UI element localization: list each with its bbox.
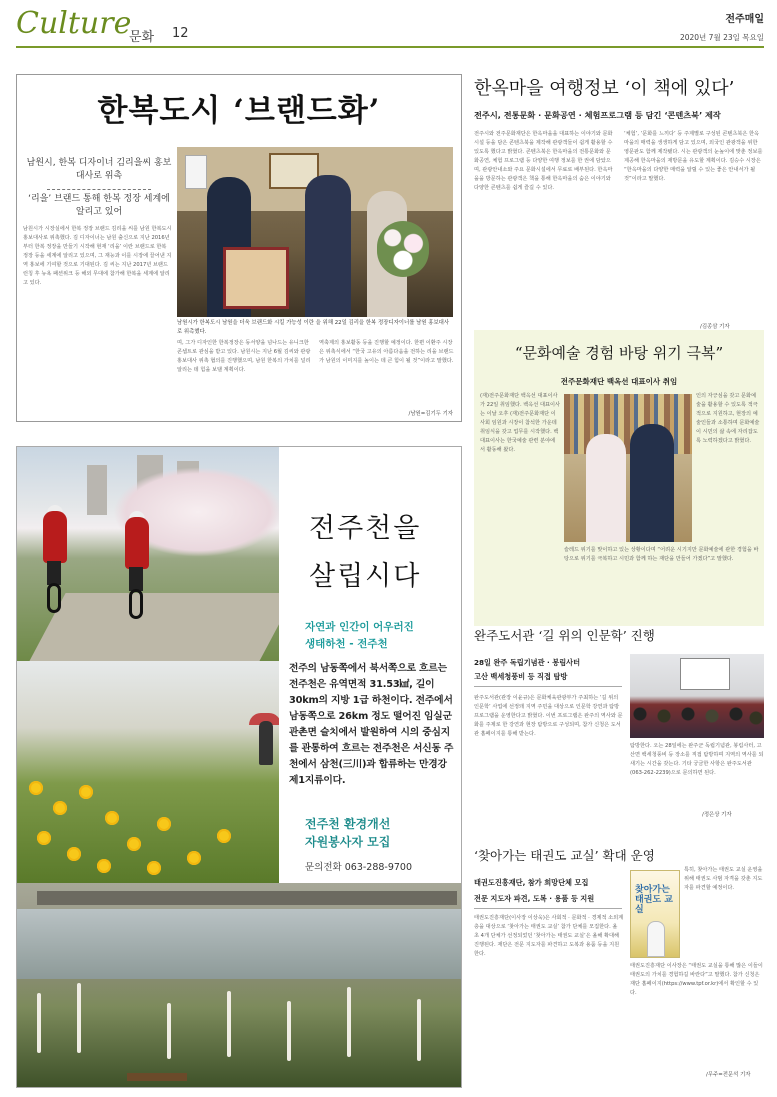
ad-subtitle	[305, 619, 455, 653]
article-culture-foundation	[474, 330, 764, 626]
article-body: 태권도진흥재단 이사장은 “태권도 교실을 통해 많은 이들이 태권도의 가치를 경험하길 바란다”고 말했다. 참가 신청은 재단 홈페이지(https://www.tpf.or.kr)에서 확인할 수 있다.	[630, 963, 763, 996]
ad-org-line2: 자원봉사자 모집	[305, 835, 391, 849]
subheadline: 28일 완주 독립기념관 · 봉림사터	[474, 658, 581, 667]
article-body: 태권도진흥재단(이사장 이상욱)은 사회적 · 문화적 · 경제적 소외계층을 대상으로 ‘찾아가는 태권도 교실’ 참가 단체를 모집한다. 올 초 4개 단체가 선정되었던 ‘찾아가는 태권도 교실’은 올해 확대해 진행된다. 재단은 전문 지도자를 파견하고 도복과 용품 등을 지원한다.	[474, 915, 624, 957]
section-title-ko: 문화	[129, 30, 155, 45]
section-title-en: Culture	[16, 6, 132, 41]
subheadline: 전주문화재단 백옥선 대표이사 취임	[560, 377, 678, 386]
ad-title-line1: 전주천을	[309, 513, 422, 544]
ad-org	[305, 815, 445, 851]
subheadline-2: 전문 지도자 파견, 도복 · 용품 등 지원	[474, 894, 595, 903]
subheadline: 태권도진흥재단, 참가 희망단체 모집	[474, 878, 589, 887]
article-body: 남원시가 시장실에서 한복 정장 브랜드 김리을 씨를 남원 한복도시 홍보대사로 위촉했다. 김 디자이너는 남원 출신으로 지난 2016년부터 한복 정장을 만들기 시작해 현재 ‘리을’ 이란 브랜드로 한복 정장 등을 세계에 알리고 있으며, 그 재능과 이를 시장에 끌어낸 지역 홍보에 기여할 것으로 기대된다. 김 씨는 지난 2017년 브랜드 런칭 후 뉴욕 패션위크 등 해외 무대에 참가해 한복을 세계에 알리고 있다.	[23, 226, 172, 286]
photo-caption: 남원시가 한복도시 남원을 더욱 브랜드화 시킬 가능성 이란 을 위해 22일 김리을 한복 정장디자이너를 남원 홍보대사로 위촉했다.	[177, 320, 450, 335]
newspaper-name: 전주매일	[725, 14, 764, 25]
ad-body: 전주의 남동쪽에서 북서쪽으로 흐르는 전주천은 유역면적 31.53㎢, 길이 30km의 지방 1급 하천이다. 전주에서 남동쪽으로 26km 정도 떨어진 임실군 관촌면 슬치에서 발원하여 시의 중심지를 관통하여 흐르는 전주천은 서신동 주천에서 삼천(三川)과 합류하는 만경강 제1지류이다.	[289, 663, 454, 786]
headline: 완주도서관 ‘길 위의 인문학’ 진행	[474, 628, 655, 643]
article-body: 완주도서관(관장 이윤규)은 문화체육관광부가 주최하는 ‘길 위의 인문학’ 사업에 선정돼 지역 주민을 대상으로 인문학 강연과 탐방 프로그램을 운영한다고 밝혔다. 이번 프로그램은 완주의 역사와 문화를 주제로 한 강연과 현장 탐방으로 구성되며, 참가 신청은 도서관 홈페이지를 통해 받는다.	[474, 695, 623, 737]
ad-org-line1: 전주천 환경개선	[305, 817, 391, 831]
article-body: 탐방한다. 오는 28일에는 완주군 독립기념관, 봉림사터, 고산면 백세청풍비 등 장소를 직접 탐방하며 지역의 역사를 되새기는 시간을 갖는다. 기타 궁금한 사항은 완주도서관(063-262-2239)으로 문의하면 된다.	[630, 743, 764, 776]
article-body: (재)전주문화재단 백옥선 대표이사가 22일 취임했다. 백옥선 대표이사는 이날 오후 (재)전주문화재단 이사회 임원과 시장이 참석한 가운데 취임식을 갖고 업무를 시작했다. 백 대표이사는 한국예술 관련 분야에서 활동해 왔다.	[480, 393, 560, 453]
flowers-photo	[17, 661, 279, 883]
ad-subtitle-line1: 자연과 인간이 어우러진	[305, 621, 414, 633]
byline: /김종삼 기자	[700, 324, 730, 330]
article-body: 슬레드 위기를 맞이하고 있는 상황이다며 “어려운 시기지만 문화예술에 관한 경험을 바탕으로 위기를 극복하고 시민과 함께 하는 재단을 만들어 가겠다”고 말했다.	[564, 547, 759, 562]
byline: /무주=전문석 기자	[706, 1072, 751, 1078]
ad-title-line2: 살립시다	[309, 561, 422, 592]
issue-date: 2020년 7월 23일 목요일	[679, 33, 764, 42]
cyclists-photo	[17, 447, 279, 661]
article-body: 특히, 찾아가는 태권도 교실 운영을 위해 태권도 사범 자격을 갖춘 지도자를 파견할 예정이다.	[684, 867, 763, 891]
ad-contact-block	[305, 815, 445, 873]
poster-title: 찾아가는 태권도 교실	[635, 885, 673, 915]
article-body: ‘체험’, ‘문화를 느끼다’ 등 주제별로 구성된 콘텐츠북은 한옥마을의 매력을 생생하게 담고 있으며, 외국인 관광객을 위한 영문판도 함께 제작됐다. 시는 관광객의 눈높이에 맞춘 정보를 제공해 한옥마을의 재방문을 유도할 계획이다. 김승수 시장은 “한옥마을의 다양한 매력을 알릴 수 있는 좋은 안내서가 될 것”이라고 말했다.	[624, 131, 763, 182]
headline: “문화예술 경험 바탕 위기 극복”	[514, 344, 724, 362]
river-reeds-photo	[17, 883, 462, 1088]
subheadline-2: 고산 백세청풍비 등 직접 탐방	[474, 672, 568, 681]
byline: /남원=김기두 기자	[408, 411, 453, 417]
ad-title	[279, 447, 462, 617]
headline: 한복도시 ‘브랜드화’	[97, 93, 381, 129]
lecture-photo	[630, 654, 764, 738]
headline: ‘찾아가는 태권도 교실’ 확대 운영	[474, 848, 655, 863]
ad-jeonjucheon	[16, 446, 462, 1088]
subheadline-2: ‘리을’ 브랜드 통해 한복 정장 세계에 알리고 있어	[28, 194, 170, 217]
taekwondo-poster	[630, 870, 680, 958]
divider	[474, 686, 622, 687]
headline: 한옥마을 여행정보 ‘이 책에 있다’	[474, 78, 735, 99]
ad-subtitle-line2: 생태하천 - 전주천	[305, 638, 388, 650]
subheadline: 전주시, 전통문화 · 문화공연 · 체험프로그램 등 담긴 ‘콘텐츠북’ 제작	[474, 110, 721, 120]
masthead	[16, 8, 764, 48]
byline: /정은상 기자	[702, 812, 732, 818]
divider	[474, 908, 622, 909]
article-body: 전주시와 전주문화재단은 한옥마을을 대표하는 이야기와 문화시설 등을 담은 콘텐츠북을 제작해 관광객들이 쉽게 활용할 수 있도록 했다고 밝혔다. 콘텐츠북은 한옥마을의 전통문화와 문화공연, 체험 프로그램 등 다양한 여행 정보를 한 권에 담았으며, 관광안내소와 주요 문화시설에서 무료로 배부된다. 한옥마을을 방문하는 관광객은 책을 통해 한옥마을의 숨은 이야기와 다양한 콘텐츠를 쉽게 즐길 수 있다.	[474, 131, 613, 191]
article-body: 역축제의 홍보활동 등을 진행할 예정이다. 한편 이환주 시장은 위촉식에서 “한국 고유의 아름다움을 전하는 리을 브랜드가 남원의 이미지를 높이는 데 큰 힘이 될 것”이라고 말했다.	[319, 340, 454, 364]
article-body: 인의 자긍심을 갖고 문화예술을 활용할 수 있도록 적극적으로 지원하고, 현장의 예술인들과 소통하며 문화예술이 시민의 삶 속에 자리잡도록 노력하겠다고 밝혔다.	[696, 393, 760, 444]
page-number: 12	[172, 26, 189, 41]
ad-phone: 문의전화 063-288-9700	[305, 862, 413, 873]
subheadline: 남원시, 한복 디자이너 김리을씨 홍보대사로 위촉	[26, 158, 172, 181]
ceremony-photo	[177, 147, 453, 317]
article-hanbok	[16, 74, 462, 422]
article-body: 며, 그가 디자인한 한복정장은 동서양을 넘나드는 유니크한 콘셉트로 관심을 받고 있다. 남원시는 지난 6월 김씨와 관광홍보대사 위촉 협의를 진행했으며, 남원 한복의 가치를 널리 알리는 데 힘을 보탤 계획이다.	[177, 340, 311, 373]
divider	[47, 189, 151, 190]
inauguration-photo	[564, 394, 692, 542]
